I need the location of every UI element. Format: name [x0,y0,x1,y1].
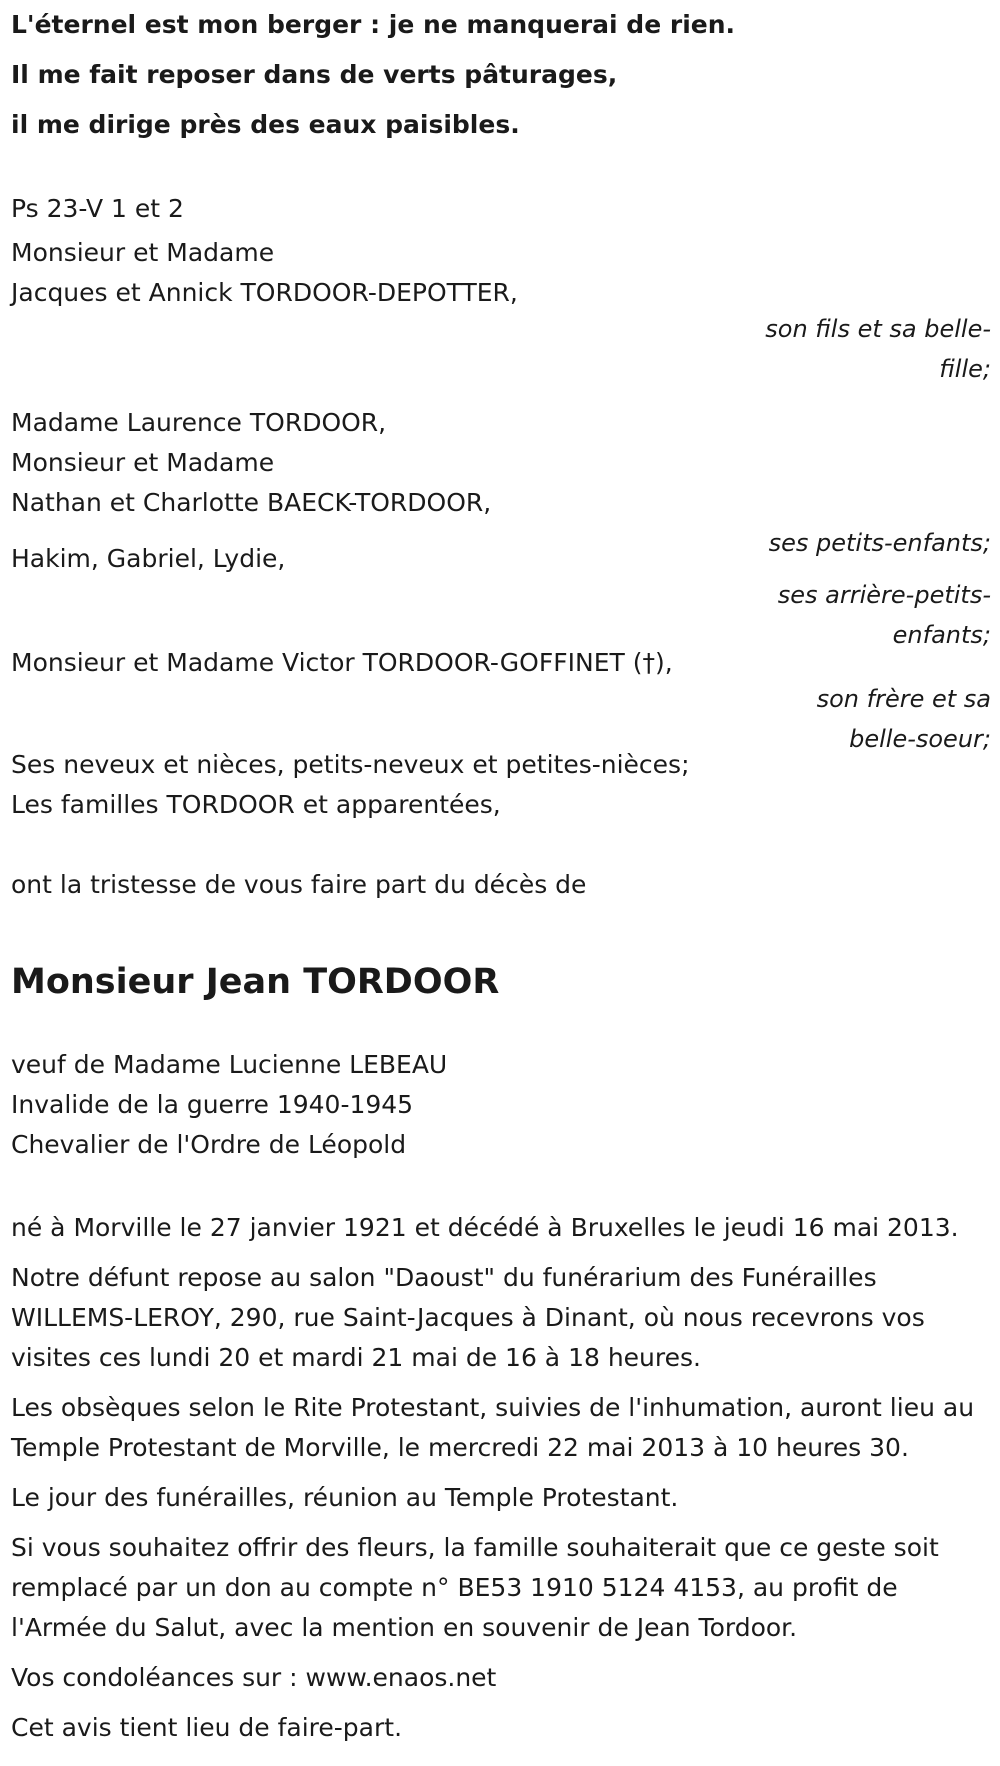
family-line: Monsieur et Madame [11,238,275,267]
titles [11,1045,991,1165]
family-line: Nathan et Charlotte BAECK-TORDOOR, [11,488,492,517]
psalm-line: L'éternel est mon berger : je ne manquerai de rien. [11,10,736,39]
family-line: Les familles TORDOOR et apparentées, [11,790,501,819]
family-line: Madame Laurence TORDOOR, [11,408,387,437]
death-notice [11,0,991,1758]
donation-paragraph: Si vous souhaitez offrir des fleurs, la famille souhaiterait que ce geste soit remplacé par un don au compte n° BE53 1910 5124 4153, au profit de l'Armée du Salut, avec la mention en souvenir de Jean Tordoor. [11,1533,939,1642]
title-line: Invalide de la guerre 1940-1945 [11,1090,414,1119]
relation-line: ses petits-enfants; [768,529,991,557]
relation-label [691,309,991,389]
family-line: Jacques et Annick TORDOOR-DEPOTTER, [11,278,518,307]
title-line: Chevalier de l'Ordre de Léopold [11,1130,407,1159]
notice-paragraph: Cet avis tient lieu de faire-part. [11,1713,403,1742]
visitation-paragraph: Notre défunt repose au salon "Daoust" du funérarium des Funérailles WILLEMS-LEROY, 290, rue Saint-Jacques à Dinant, où nous recevrons vos visites ces lundi 20 et mardi 21 mai de 16 à 18 heures. [11,1263,925,1372]
condolences-paragraph: Vos condoléances sur : www.enaos.net [11,1663,497,1692]
title-line: veuf de Madame Lucienne LEBEAU [11,1050,448,1079]
psalm-reference: Ps 23-V 1 et 2 [11,194,184,223]
gathering-paragraph: Le jour des funérailles, réunion au Temple Protestant. [11,1483,679,1512]
birth-death-paragraph: né à Morville le 27 janvier 1921 et décédé à Bruxelles le jeudi 16 mai 2013. [11,1213,959,1242]
family-line: Monsieur et Madame [11,448,275,477]
deceased-name: Monsieur Jean TORDOOR [11,962,500,1002]
family-line: Hakim, Gabriel, Lydie, [11,544,286,573]
family-group [11,233,991,313]
psalm-line: il me dirige près des eaux paisibles. [11,110,520,139]
announcement: ont la tristesse de vous faire part du décès de [11,870,587,899]
psalm-line: Il me fait reposer dans de verts pâturages, [11,60,618,89]
funeral-paragraph: Les obsèques selon le Rite Protestant, suivies de l'inhumation, auront lieu au Temple Protestant de Morville, le mercredi 22 mai 2013 à 10 heures 30. [11,1393,975,1462]
relation-line: enfants; [892,621,991,649]
family-line: Monsieur et Madame Victor TORDOOR-GOFFINET (†), [11,648,673,677]
relation-line: ses arrière-petits- [777,581,991,609]
relation-line: fille; [939,355,991,383]
relation-line: son fils et sa belle- [765,315,991,343]
family-group [11,643,991,683]
psalm-quote [11,0,991,150]
family-group [11,403,991,523]
family-line: Ses neveux et nièces, petits-neveux et petites-nièces; [11,750,690,779]
relation-line: son frère et sa [816,685,991,713]
relation-line: belle-soeur; [849,725,991,753]
family-group [11,745,991,825]
details [11,1208,991,1748]
